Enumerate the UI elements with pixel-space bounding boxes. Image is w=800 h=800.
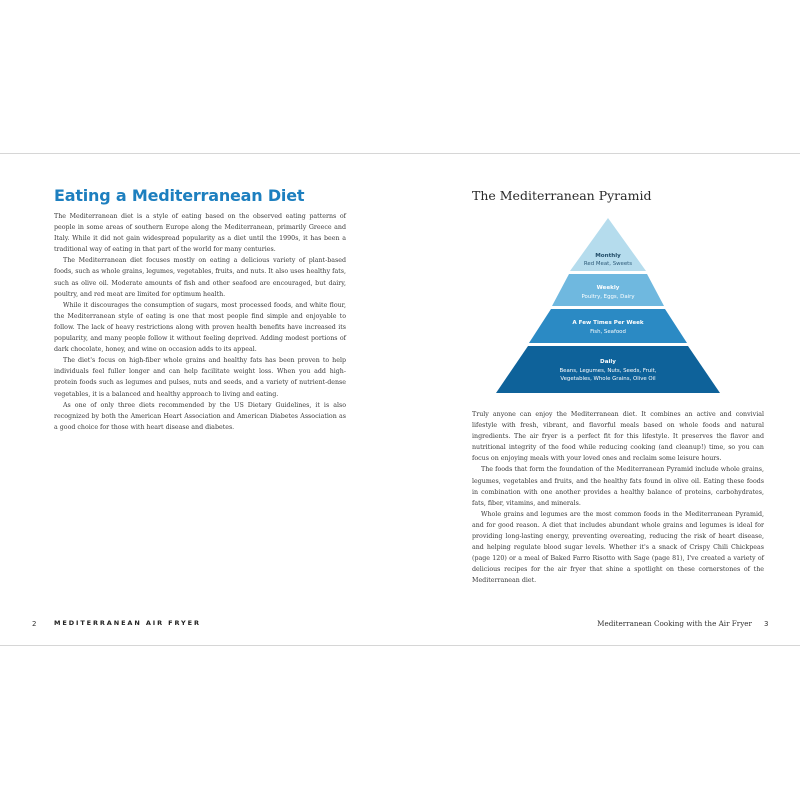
running-title: MEDITERRANEAN AIR FRYER	[54, 619, 201, 627]
tier-items-few-times: Fish, Seafood	[590, 329, 626, 335]
paragraph: Whole grains and legumes are the most common foods in the Mediterranean Pyramid, and for good reason. A diet that includes abundant whole grains and legumes is ideal for providing long-lasting energy, preventing overeating, reducing the risk of heart disease, and helping regulate blood sugar levels. Whether it's a snack of Crispy Chili Chickpeas (page 120) or a meal of Baked Farro Risotto with Sage (page 81), I've created a variety of delicious recipes for the air fryer that shine a spotlight on these cornerstones of the Mediterranean diet.	[472, 510, 764, 585]
paragraph: The Mediterranean diet focuses mostly on eating a delicious variety of plant-based foods, such as whole grains, legumes, vegetables, fruits, and nuts. It also uses healthy fats, such as olive oil. Moderate amounts of fish and other seafood are encouraged, but dairy, poultry, and red meat are limited for optimum health.	[54, 257, 346, 298]
tier-heading-daily: Daily	[600, 359, 616, 365]
paragraph: The Mediterranean diet is a style of eating based on the observed eating patterns of people in some areas of southern Europe along the Mediterranean, primarily Greece and Italy. While it did not gain widespread popularity as a diet until the 1990s, it has been a traditional way of eating in that part of the world for many centuries.	[54, 213, 346, 254]
paragraph: While it discourages the consumption of sugars, most processed foods, and white flour, the Mediterranean style of eating is one that most people find simple and enjoyable to follow. The lack of heavy restrictions along with proven health benefits have increased its popularity, and many people follow it without feeling deprived. Adding modest portions of dark chocolate, honey, and wine on occasion adds to its appeal.	[54, 301, 346, 354]
tier-heading-monthly: Monthly	[595, 253, 621, 259]
tier-items-weekly: Poultry, Eggs, Dairy	[581, 294, 635, 300]
right-body-text	[472, 409, 764, 587]
tier-items-daily-line2: Vegetables, Whole Grains, Olive Oil	[560, 376, 656, 382]
tier-items-daily-line1: Beans, Legumes, Nuts, Seeds, Fruit,	[559, 368, 657, 374]
section-title: Eating a Mediterranean Diet	[54, 186, 305, 205]
pyramid-tier-few-times-per-week	[529, 309, 687, 343]
tier-items-monthly: Red Meat, Sweets	[583, 261, 633, 267]
paragraph: The diet's focus on high-fiber whole grains and healthy fats has been proven to help individuals feel fuller longer and can help facilitate weight loss. When you add high-protein foods such as legumes and pulses, nuts and seeds, and a variety of nutrient-dense vegetables, it is a balanced and healthy approach to living and eating.	[54, 357, 346, 398]
paragraph: As one of only three diets recommended by the US Dietary Guidelines, it is also recognized by both the American Heart Association and American Diabetes Association as a good choice for those with heart disease and diabetes.	[54, 401, 346, 431]
running-title: Mediterranean Cooking with the Air Fryer	[597, 619, 752, 628]
pyramid-title: The Mediterranean Pyramid	[472, 188, 652, 203]
paragraph: The foods that form the foundation of the Mediterranean Pyramid include whole grains, legumes, vegetables and fruits, and the healthy fats found in olive oil. Eating these foods in combination with one another provides a healthy balance of proteins, carbohydrates, fats, fiber, vitamins, and minerals.	[472, 466, 764, 507]
book-spread	[0, 153, 800, 646]
left-body-text	[54, 211, 346, 433]
pyramid-graphic	[492, 218, 724, 396]
mediterranean-pyramid	[492, 218, 724, 396]
tier-heading-few-times: A Few Times Per Week	[572, 320, 644, 326]
right-page	[400, 154, 800, 645]
paragraph: Truly anyone can enjoy the Mediterranean diet. It combines an active and convivial lifestyle with fresh, vibrant, and flavorful meals based on whole foods and natural ingredients. The air fryer is a perfect fit for this lifestyle. It preserves the flavor and nutritional integrity of the food while reducing cooking (and cleanup!) time, so you can focus on enjoying meals with your loved ones and reclaim some leisure hours.	[472, 411, 764, 463]
left-page	[0, 154, 400, 645]
page-number: 2	[32, 620, 37, 628]
tier-heading-weekly: Weekly	[596, 285, 620, 291]
page-number: 3	[764, 620, 769, 628]
